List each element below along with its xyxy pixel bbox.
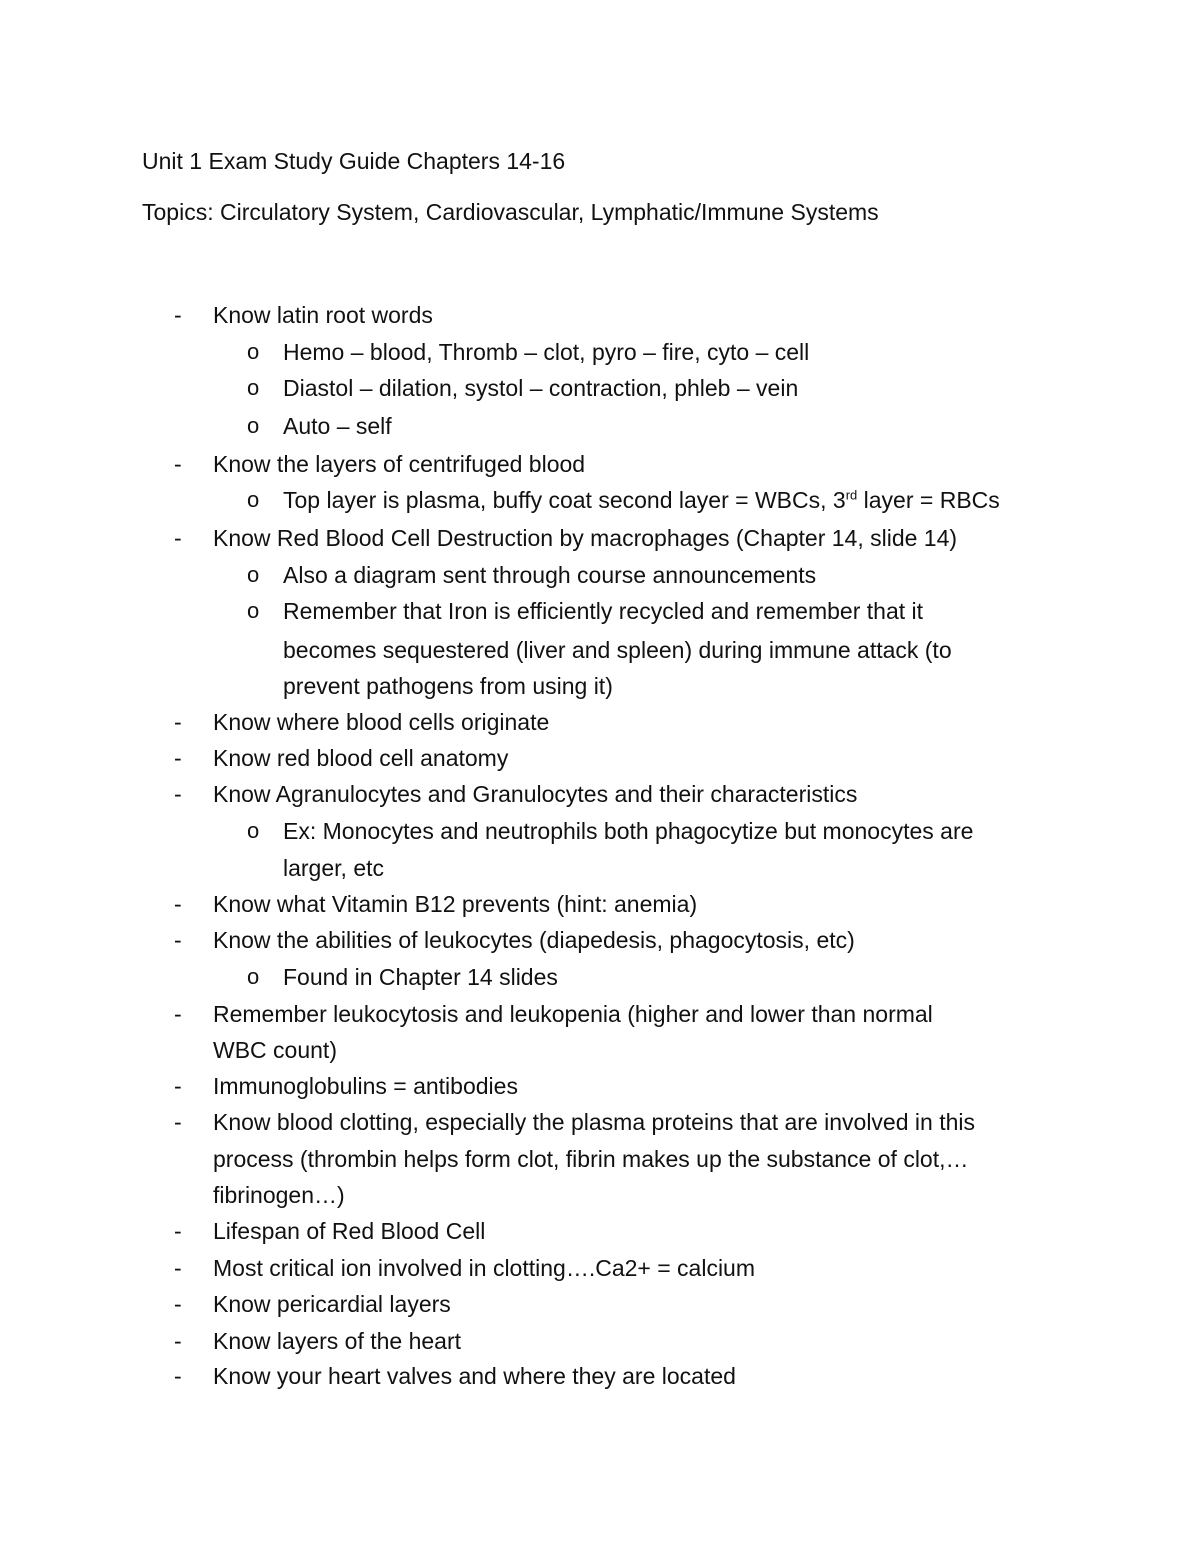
layers-text-b: layer = RBCs [857,487,1000,513]
list-item-rbc-destruction: Know Red Blood Cell Destruction by macrophages (Chapter 14, slide 14) [213,525,958,551]
list-item-latin-roots: Know latin root words [213,302,433,328]
document-title: Unit 1 Exam Study Guide Chapters 14-16 [142,148,566,174]
sub-item-latin-2: Diastol – dilation, systol – contraction, phleb – vein [283,375,799,401]
sub-item-monocytes-line-1: Ex: Monocytes and neutrophils both phagocytize but monocytes are [283,818,974,844]
list-item-centrifuged-blood: Know the layers of centrifuged blood [213,451,586,477]
bullet-circle: o [247,964,260,989]
bullet-dash: - [174,1001,182,1027]
bullet-dash: - [174,927,182,953]
bullet-dash: - [174,1255,182,1281]
bullet-dash: - [174,525,182,551]
list-item-lifespan: Lifespan of Red Blood Cell [213,1218,486,1244]
list-item-clotting-ion: Most critical ion involved in clotting….Ca2+ = calcium [213,1255,756,1281]
sub-item-iron-line-1: Remember that Iron is efficiently recycled and remember that it [283,598,924,624]
list-item-heart-layers: Know layers of the heart [213,1328,462,1354]
bullet-circle: o [247,339,260,364]
sub-item-latin-3: Auto – self [283,413,392,439]
bullet-dash: - [174,1073,182,1099]
bullet-dash: - [174,745,182,771]
layers-text-a: Top layer is plasma, buffy coat second layer = WBCs, 3 [283,487,846,513]
bullet-dash: - [174,1328,182,1354]
sub-item-centrifuged-layers [283,485,1000,515]
bullet-dash: - [174,451,182,477]
sub-item-latin-1: Hemo – blood, Thromb – clot, pyro – fire, cyto – cell [283,339,810,365]
bullet-dash: - [174,781,182,807]
sub-item-diagram: Also a diagram sent through course announcements [283,562,817,588]
bullet-dash: - [174,1363,182,1389]
list-item-heart-valves: Know your heart valves and where they are located [213,1363,736,1389]
sub-item-monocytes-line-2: larger, etc [283,855,384,881]
sub-item-iron-line-3: prevent pathogens from using it) [283,673,613,699]
bullet-dash: - [174,709,182,735]
bullet-dash: - [174,1291,182,1317]
topics-line: Topics: Circulatory System, Cardiovascular, Lymphatic/Immune Systems [142,199,879,225]
bullet-circle: o [247,487,260,512]
bullet-dash: - [174,891,182,917]
list-item-leukocytosis-line-2: WBC count) [213,1037,337,1063]
list-item-clotting-line-1: Know blood clotting, especially the plasma proteins that are involved in this [213,1109,975,1135]
bullet-circle: o [247,375,260,400]
list-item-clotting-line-3: fibrinogen…) [213,1182,345,1208]
bullet-circle: o [247,598,260,623]
list-item-vitamin-b12: Know what Vitamin B12 prevents (hint: anemia) [213,891,698,917]
bullet-dash: - [174,1109,182,1135]
bullet-circle: o [247,413,260,438]
list-item-rbc-anatomy: Know red blood cell anatomy [213,745,509,771]
sub-item-iron-line-2: becomes sequestered (liver and spleen) during immune attack (to [283,637,952,663]
list-item-originate: Know where blood cells originate [213,709,550,735]
list-item-pericardial: Know pericardial layers [213,1291,451,1317]
list-item-immunoglobulins: Immunoglobulins = antibodies [213,1073,518,1099]
bullet-dash: - [174,1218,182,1244]
list-item-granulocytes: Know Agranulocytes and Granulocytes and their characteristics [213,781,858,807]
bullet-circle: o [247,818,260,843]
bullet-circle: o [247,562,260,587]
list-item-clotting-line-2: process (thrombin helps form clot, fibrin makes up the substance of clot,… [213,1146,969,1172]
sub-item-chapter-14-slides: Found in Chapter 14 slides [283,964,558,990]
list-item-leukocytosis-line-1: Remember leukocytosis and leukopenia (higher and lower than normal [213,1001,933,1027]
ordinal-superscript: rd [845,487,858,503]
bullet-dash: - [174,302,182,328]
list-item-leukocytes: Know the abilities of leukocytes (diapedesis, phagocytosis, etc) [213,927,855,953]
